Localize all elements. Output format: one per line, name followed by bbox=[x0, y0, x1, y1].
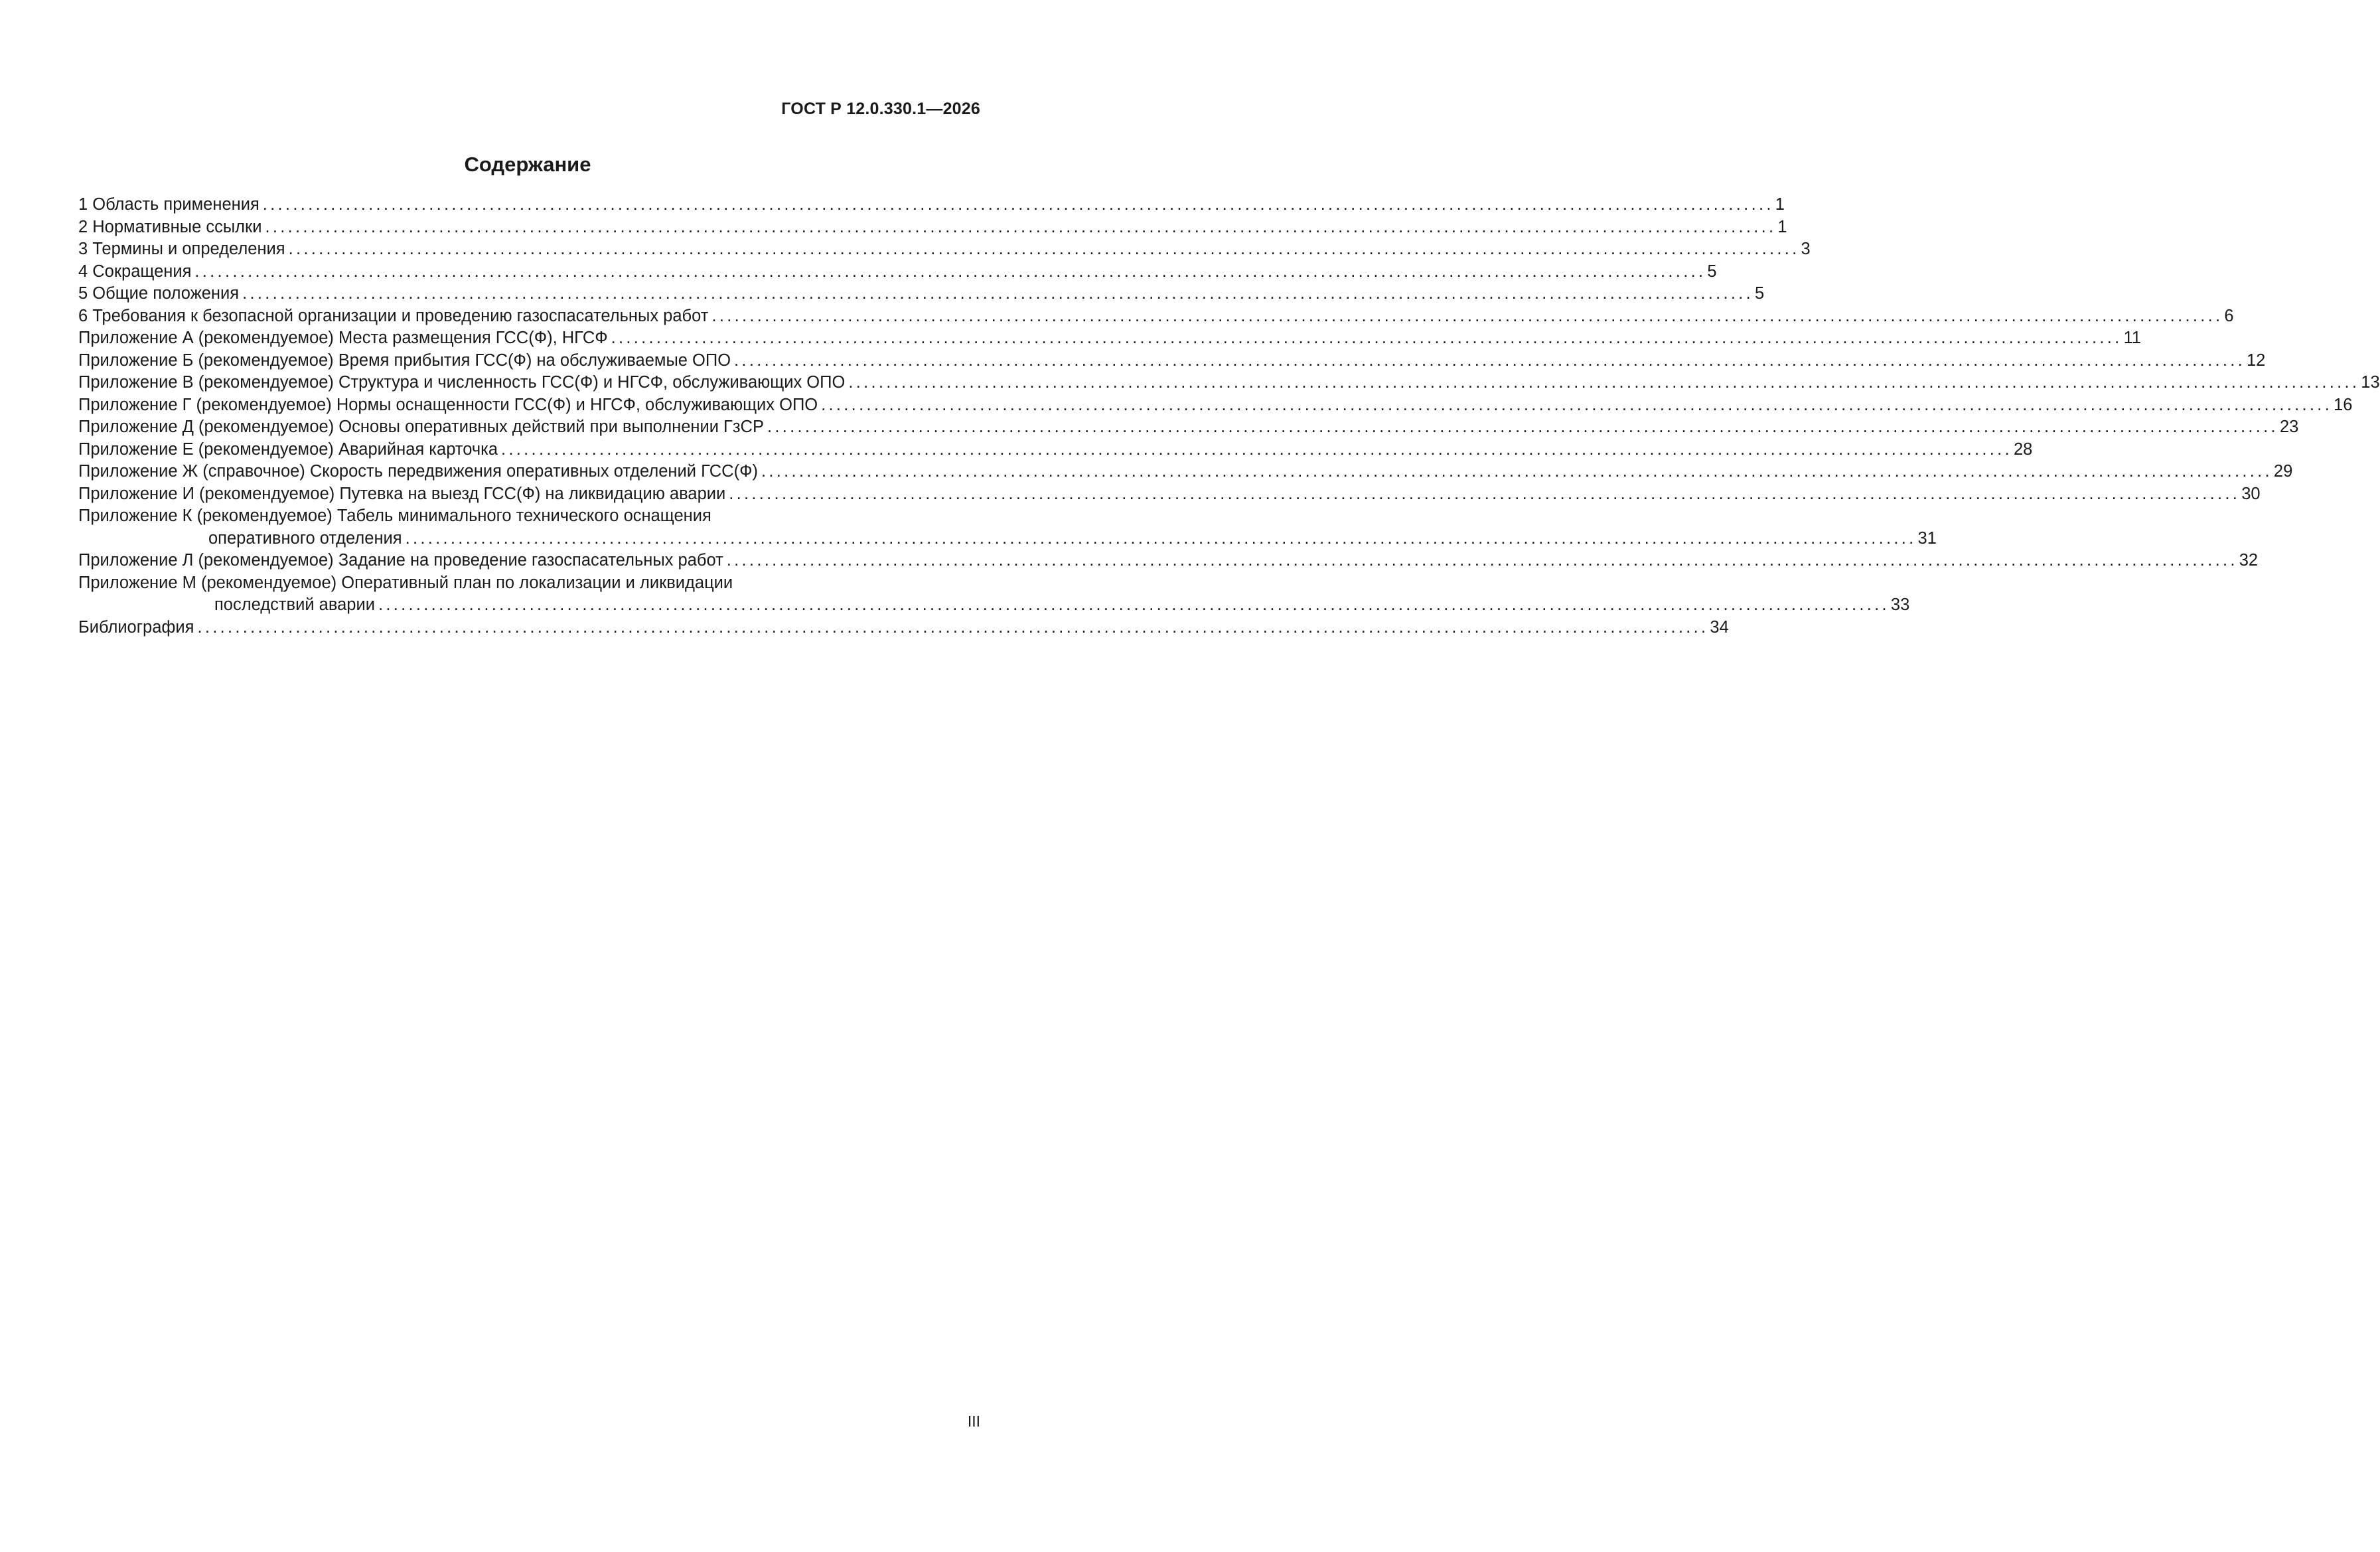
toc-entry-title: Приложение Ж (справочное) Скорость передвижения оперативных отделений ГСС(Ф) bbox=[78, 462, 758, 481]
toc-entry-continuation[interactable] bbox=[78, 594, 1910, 617]
dot-leader: ........................................................................................................................................................................................................ bbox=[767, 418, 2278, 436]
dot-leader: ........................................................................................................................................................................................................ bbox=[726, 551, 2238, 570]
toc-entry[interactable] bbox=[78, 617, 1729, 639]
toc-page-number: 23 bbox=[2279, 418, 2299, 436]
document-code: ГОСТ Р 12.0.330.1—2026 bbox=[781, 100, 980, 118]
toc-entry-title: 2 Нормативные ссылки bbox=[78, 217, 262, 236]
toc-entry[interactable] bbox=[78, 261, 1717, 283]
dot-leader: ........................................................................................................................................................................................................ bbox=[761, 462, 2272, 481]
dot-leader: ........................................................................................................................................................................................................ bbox=[242, 284, 1754, 303]
toc-entry-title: Приложение К (рекомендуемое) Табель минимального технического оснащения bbox=[78, 506, 711, 525]
toc-entry-title: 5 Общие положения bbox=[78, 284, 240, 303]
toc-page-number: 6 bbox=[2224, 306, 2234, 325]
toc-page-number: 32 bbox=[2239, 551, 2259, 570]
toc-entry-title: 1 Область применения bbox=[78, 195, 260, 214]
toc-entry-title: Приложение М (рекомендуемое) Оперативный план по локализации и ликвидации bbox=[78, 573, 733, 592]
toc-entry[interactable] bbox=[78, 305, 2234, 328]
toc-entry-title: Приложение И (рекомендуемое) Путевка на выезд ГСС(Ф) на ликвидацию аварии bbox=[78, 484, 726, 503]
dot-leader: ........................................................................................................................................................................................................ bbox=[501, 439, 2012, 459]
toc-page-number: 12 bbox=[2247, 350, 2266, 370]
toc-entry-title: 3 Термины и определения bbox=[78, 240, 285, 258]
toc-page-number: 31 bbox=[1917, 528, 1937, 548]
page-number: III bbox=[967, 1413, 980, 1430]
toc-entry[interactable] bbox=[78, 372, 2380, 394]
toc-page-number: 34 bbox=[1710, 617, 1729, 637]
toc-entry[interactable] bbox=[78, 327, 2142, 350]
toc-entry[interactable] bbox=[78, 572, 979, 595]
toc-page-number: 13 bbox=[2361, 373, 2380, 392]
toc-entry-title-continuation: оперативного отделения bbox=[208, 528, 402, 548]
toc-entry-title: Приложение Л (рекомендуемое) Задание на проведение газоспасательных работ bbox=[78, 551, 723, 570]
toc-page-number: 5 bbox=[1755, 284, 1765, 303]
toc-page-number: 11 bbox=[2123, 329, 2142, 347]
toc-entry-continuation[interactable] bbox=[78, 528, 1937, 550]
toc-entry-title: Приложение В (рекомендуемое) Структура и численность ГСС(Ф) и НГСФ, обслуживающих ОПО bbox=[78, 373, 846, 392]
dot-leader: ........................................................................................................................................................................................................ bbox=[288, 240, 1800, 258]
dot-leader: ........................................................................................................................................................................................................ bbox=[265, 217, 1777, 236]
toc-entry[interactable] bbox=[78, 550, 2259, 572]
toc-page-number: 5 bbox=[1707, 262, 1717, 281]
toc-entry[interactable] bbox=[78, 439, 2033, 461]
dot-leader: ........................................................................................................................................................................................................ bbox=[734, 350, 2245, 370]
dot-leader: ........................................................................................................................................................................................................ bbox=[848, 373, 2360, 392]
dot-leader: ........................................................................................................................................................................................................ bbox=[611, 329, 2122, 347]
dot-leader: ........................................................................................................................................................................................................ bbox=[194, 262, 1706, 281]
dot-leader: ........................................................................................................................................................................................................ bbox=[821, 395, 2333, 414]
toc-entry-title: Приложение Б (рекомендуемое) Время прибытия ГСС(Ф) на обслуживаемые ОПО bbox=[78, 350, 731, 370]
toc-page-number: 1 bbox=[1777, 217, 1787, 236]
toc-entry-title-continuation: последствий аварии bbox=[214, 595, 375, 614]
toc-entry[interactable] bbox=[78, 216, 1787, 239]
dot-leader: ........................................................................................................................................................................................................ bbox=[405, 528, 1917, 548]
toc-entry[interactable] bbox=[78, 505, 979, 528]
toc-page-number: 3 bbox=[1801, 240, 1811, 258]
toc-entry[interactable] bbox=[78, 416, 2299, 439]
toc-page-number: 29 bbox=[2273, 462, 2293, 481]
dot-leader: ........................................................................................................................................................................................................ bbox=[378, 595, 1890, 614]
dot-leader: ........................................................................................................................................................................................................ bbox=[729, 484, 2241, 503]
toc-entry-title: Приложение А (рекомендуемое) Места размещения ГСС(Ф), НГСФ bbox=[78, 329, 608, 347]
page-title: Содержание bbox=[464, 153, 591, 176]
toc-entry-title: 4 Сокращения bbox=[78, 262, 192, 281]
toc-entry-title: Приложение Д (рекомендуемое) Основы оперативных действий при выполнении ГзСР bbox=[78, 418, 764, 436]
toc-entry-title: 6 Требования к безопасной организации и проведению газоспасательных работ bbox=[78, 306, 709, 325]
toc-entry-title: Приложение Е (рекомендуемое) Аварийная карточка bbox=[78, 439, 498, 459]
dot-leader: ........................................................................................................................................................................................................ bbox=[711, 306, 2223, 325]
toc-entry-title: Библиография bbox=[78, 617, 194, 637]
dot-leader: ........................................................................................................................................................................................................ bbox=[262, 195, 1774, 214]
toc-entry[interactable] bbox=[78, 483, 2261, 506]
toc-page-number: 30 bbox=[2241, 484, 2261, 503]
toc-page-number: 16 bbox=[2334, 395, 2353, 414]
toc-entry-title: Приложение Г (рекомендуемое) Нормы оснащенности ГСС(Ф) и НГСФ, обслуживающих ОПО bbox=[78, 395, 818, 414]
toc-entry[interactable] bbox=[78, 461, 2293, 483]
dot-leader: ........................................................................................................................................................................................................ bbox=[197, 617, 1709, 637]
toc-entry[interactable] bbox=[78, 194, 1785, 216]
toc-entry[interactable] bbox=[78, 283, 1765, 305]
toc-page-number: 28 bbox=[2013, 439, 2033, 459]
toc-entry[interactable] bbox=[78, 350, 2266, 372]
toc-entry[interactable] bbox=[78, 394, 2353, 417]
toc-page-number: 1 bbox=[1775, 195, 1785, 214]
toc-entry[interactable] bbox=[78, 238, 1811, 261]
toc-page-number: 33 bbox=[1890, 595, 1910, 614]
table-of-contents bbox=[78, 194, 2380, 639]
